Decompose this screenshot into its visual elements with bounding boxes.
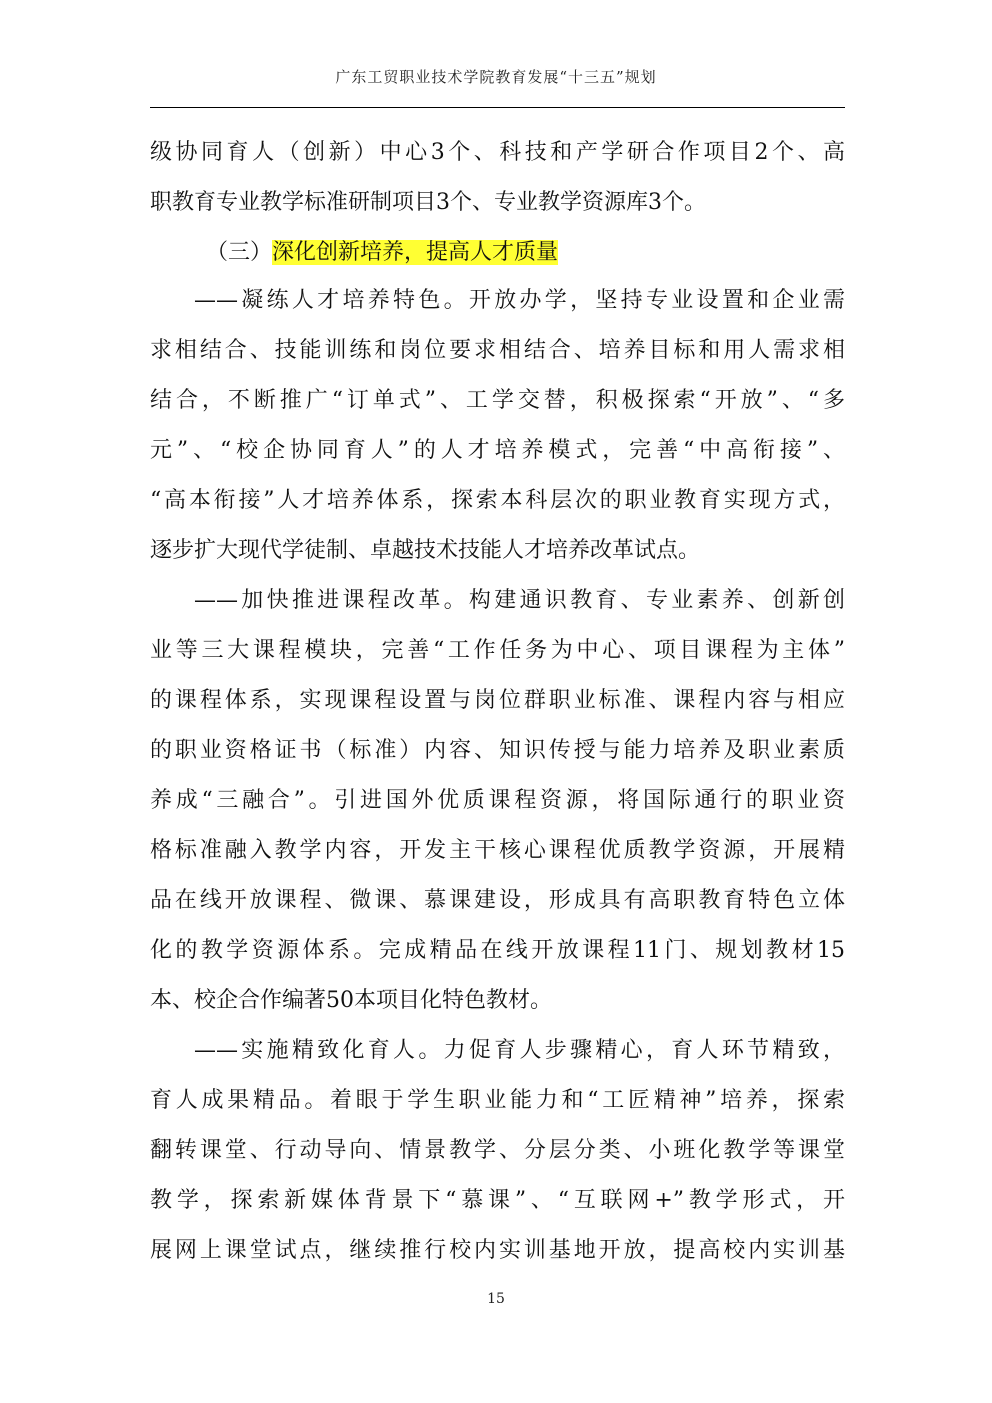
paragraph-first-line: ——加快推进课程改革。构建通识教育、专业素养、创新创: [194, 588, 845, 613]
body-line: 元”、“校企协同育人”的人才培养模式，完善“中高衔接”、: [150, 438, 845, 463]
body-line: 育人成果精品。着眼于学生职业能力和“工匠精神”培养，探索: [150, 1088, 845, 1113]
body-line: 求相结合、技能训练和岗位要求相结合、培养目标和用人需求相: [150, 338, 845, 363]
body-line: 的课程体系，实现课程设置与岗位群职业标准、课程内容与相应: [150, 688, 845, 713]
section-heading-number: （三）: [206, 240, 273, 265]
body-line: “高本衔接”人才培养体系，探索本科层次的职业教育实现方式，: [150, 488, 845, 513]
body-line: 级协同育人（创新）中心3个、科技和产学研合作项目2个、高: [150, 140, 845, 165]
body-line: 教学，探索新媒体背景下“慕课”、“互联网+”教学形式，开: [150, 1188, 845, 1213]
body-line: 展网上课堂试点，继续推行校内实训基地开放，提高校内实训基: [150, 1238, 845, 1263]
body-line: 的职业资格证书（标准）内容、知识传授与能力培养及职业素质: [150, 738, 845, 763]
section-heading: [206, 235, 558, 271]
body-line: 业等三大课程模块，完善“工作任务为中心、项目课程为主体”: [150, 638, 845, 663]
section-heading-title-highlight: 深化创新培养，提高人才质量: [272, 240, 559, 265]
paragraph-first-line: ——凝练人才培养特色。开放办学，坚持专业设置和企业需: [194, 288, 845, 313]
body-line: 养成“三融合”。引进国外优质课程资源，将国际通行的职业资: [150, 788, 845, 813]
body-line: 本、校企合作编著50本项目化特色教材。: [150, 988, 552, 1013]
header-divider: [150, 107, 845, 108]
body-line: 化的教学资源体系。完成精品在线开放课程11门、规划教材15: [150, 938, 845, 963]
body-line: 职教育专业教学标准研制项目3个、专业教学资源库3个。: [150, 190, 706, 215]
running-header: 广东工贸职业技术学院教育发展“十三五”规划: [335, 68, 657, 86]
body-line: 品在线开放课程、微课、慕课建设，形成具有高职教育特色立体: [150, 888, 845, 913]
body-line: 结合，不断推广“订单式”、工学交替，积极探索“开放”、“多: [150, 388, 845, 413]
body-line: 格标准融入教学内容，开发主干核心课程优质教学资源，开展精: [150, 838, 845, 863]
paragraph-first-line: ——实施精致化育人。力促育人步骤精心，育人环节精致，: [194, 1038, 845, 1063]
page-number: 15: [487, 1291, 505, 1307]
body-line: 翻转课堂、行动导向、情景教学、分层分类、小班化教学等课堂: [150, 1138, 845, 1163]
body-line: 逐步扩大现代学徒制、卓越技术技能人才培养改革试点。: [150, 538, 701, 563]
